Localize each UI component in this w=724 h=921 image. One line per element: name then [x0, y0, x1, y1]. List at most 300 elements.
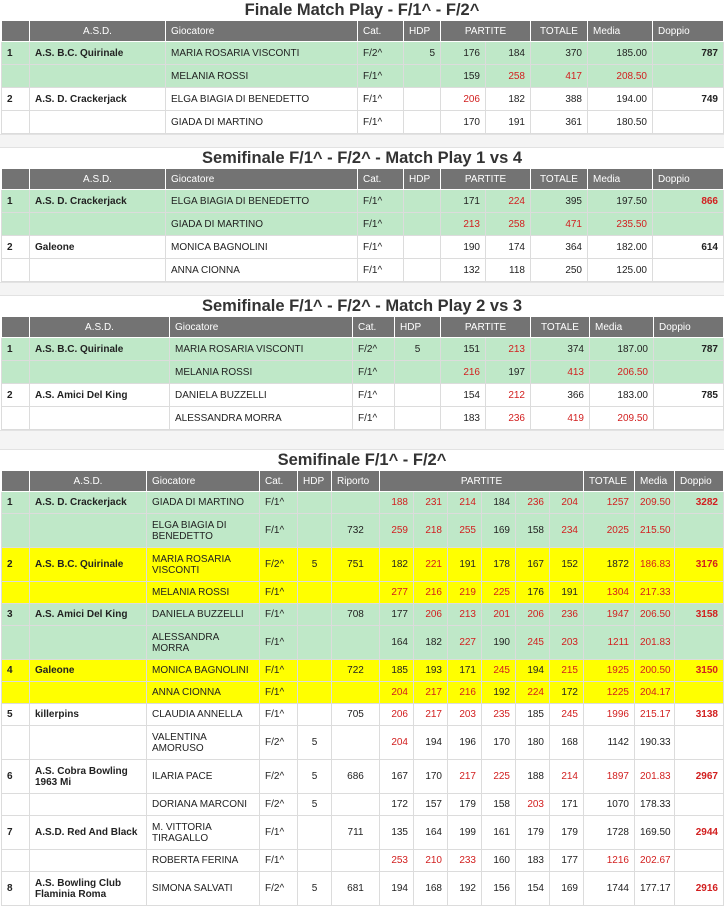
- game-cell: 215: [550, 660, 584, 682]
- total-cell: 1211: [584, 626, 635, 660]
- game-cell: 216: [448, 682, 482, 704]
- player-cell: ALESSANDRA MORRA: [147, 626, 260, 660]
- riporto-cell: 705: [332, 704, 380, 726]
- table-row: [2, 872, 724, 906]
- riporto-cell: [332, 850, 380, 872]
- table-row: [2, 42, 724, 65]
- team-cell: [30, 65, 166, 88]
- cat-cell: F/1^: [260, 704, 298, 726]
- player-cell: MELANIA ROSSI: [166, 65, 358, 88]
- game-cell: 182: [486, 88, 531, 111]
- pos-cell: [2, 407, 30, 430]
- media-cell: 201.83: [635, 760, 675, 794]
- game-cell: 151: [441, 338, 486, 361]
- col-partite: PARTITE: [441, 21, 531, 42]
- table-row: [2, 514, 724, 548]
- total-cell: 471: [531, 213, 588, 236]
- pos-cell: 5: [2, 704, 30, 726]
- game-cell: 164: [414, 816, 448, 850]
- media-cell: 177.17: [635, 872, 675, 906]
- game-cell: 169: [550, 872, 584, 906]
- hdp-cell: [298, 704, 332, 726]
- player-cell: ROBERTA FERINA: [147, 850, 260, 872]
- game-cell: 191: [486, 111, 531, 134]
- game-cell: 172: [550, 682, 584, 704]
- player-cell: GIADA DI MARTINO: [166, 111, 358, 134]
- table-row: [2, 407, 724, 430]
- team-cell: killerpins: [30, 704, 147, 726]
- doppio-cell: [675, 582, 724, 604]
- section-title: Semifinale F/1^ - F/2^ - Match Play 1 vs 4: [201, 149, 523, 167]
- pos-cell: [2, 626, 30, 660]
- media-cell: 183.00: [590, 384, 654, 407]
- pos-cell: [2, 361, 30, 384]
- doppio-cell: 785: [654, 384, 724, 407]
- game-cell: 213: [486, 338, 531, 361]
- pos-cell: [2, 682, 30, 704]
- table-row: [2, 236, 724, 259]
- doppio-cell: 749: [653, 88, 724, 111]
- col-doppio: Doppio: [675, 471, 724, 492]
- riporto-cell: [332, 582, 380, 604]
- player-cell: DANIELA BUZZELLI: [147, 604, 260, 626]
- riporto-cell: [332, 794, 380, 816]
- game-cell: 132: [441, 259, 486, 282]
- game-cell: 234: [550, 514, 584, 548]
- game-cell: 194: [380, 872, 414, 906]
- pos-cell: 1: [2, 190, 30, 213]
- game-cell: 170: [441, 111, 486, 134]
- media-cell: 206.50: [590, 361, 654, 384]
- pos-cell: [2, 726, 30, 760]
- table-row: [2, 682, 724, 704]
- game-cell: 182: [380, 548, 414, 582]
- table-row: [2, 65, 724, 88]
- col-hdp: HDP: [404, 21, 441, 42]
- team-cell: [30, 259, 166, 282]
- media-cell: 208.50: [588, 65, 653, 88]
- doppio-cell: 866: [653, 190, 724, 213]
- col-totale: TOTALE: [531, 169, 588, 190]
- game-cell: 236: [550, 604, 584, 626]
- team-cell: [30, 407, 170, 430]
- game-cell: 212: [486, 384, 531, 407]
- team-cell: [30, 626, 147, 660]
- table-row: [2, 111, 724, 134]
- player-cell: GIADA DI MARTINO: [166, 213, 358, 236]
- riporto-cell: 686: [332, 760, 380, 794]
- total-cell: 1142: [584, 726, 635, 760]
- total-cell: 413: [531, 361, 590, 384]
- total-cell: 1947: [584, 604, 635, 626]
- player-cell: MARIA ROSARIA VISCONTI: [147, 548, 260, 582]
- media-cell: 169.50: [635, 816, 675, 850]
- table-row: [2, 704, 724, 726]
- game-cell: 160: [482, 850, 516, 872]
- total-cell: 374: [531, 338, 590, 361]
- doppio-cell: 787: [653, 42, 724, 65]
- player-cell: MARIA ROSARIA VISCONTI: [166, 42, 358, 65]
- section-semifinale-2vs3: [0, 296, 724, 430]
- results-table: [1, 470, 724, 906]
- col-pos: [2, 21, 30, 42]
- team-cell: [30, 111, 166, 134]
- pos-cell: [2, 850, 30, 872]
- team-cell: [30, 794, 147, 816]
- game-cell: 154: [516, 872, 550, 906]
- game-cell: 203: [516, 794, 550, 816]
- game-cell: 236: [486, 407, 531, 430]
- riporto-cell: 751: [332, 548, 380, 582]
- game-cell: 185: [516, 704, 550, 726]
- game-cell: 253: [380, 850, 414, 872]
- game-cell: 258: [486, 65, 531, 88]
- team-cell: A.S. B.C. Quirinale: [30, 548, 147, 582]
- table-row: [2, 213, 724, 236]
- cat-cell: F/1^: [260, 816, 298, 850]
- game-cell: 171: [550, 794, 584, 816]
- hdp-cell: [404, 190, 441, 213]
- game-cell: 157: [414, 794, 448, 816]
- media-cell: 178.33: [635, 794, 675, 816]
- hdp-cell: [404, 65, 441, 88]
- pos-cell: [2, 111, 30, 134]
- col-riporto: Riporto: [332, 471, 380, 492]
- game-cell: 217: [414, 704, 448, 726]
- player-cell: MARIA ROSARIA VISCONTI: [170, 338, 353, 361]
- team-cell: [30, 682, 147, 704]
- cat-cell: F/1^: [260, 626, 298, 660]
- game-cell: 225: [482, 760, 516, 794]
- team-cell: A.S. Amici Del King: [30, 384, 170, 407]
- table-row: [2, 582, 724, 604]
- game-cell: 190: [441, 236, 486, 259]
- game-cell: 177: [380, 604, 414, 626]
- game-cell: 171: [441, 190, 486, 213]
- game-cell: 214: [448, 492, 482, 514]
- doppio-cell: [675, 726, 724, 760]
- hdp-cell: 5: [404, 42, 441, 65]
- hdp-cell: [298, 660, 332, 682]
- cat-cell: F/1^: [353, 361, 395, 384]
- game-cell: 233: [448, 850, 482, 872]
- doppio-cell: [653, 111, 724, 134]
- col-giocatore: Giocatore: [147, 471, 260, 492]
- game-cell: 197: [486, 361, 531, 384]
- pos-cell: [2, 582, 30, 604]
- cat-cell: F/1^: [358, 236, 404, 259]
- riporto-cell: [332, 726, 380, 760]
- cat-cell: F/2^: [260, 794, 298, 816]
- table-row: [2, 850, 724, 872]
- game-cell: 180: [516, 726, 550, 760]
- col-asd: A.S.D.: [30, 21, 166, 42]
- total-cell: 1304: [584, 582, 635, 604]
- game-cell: 178: [482, 548, 516, 582]
- team-cell: [30, 361, 170, 384]
- game-cell: 135: [380, 816, 414, 850]
- player-cell: ILARIA PACE: [147, 760, 260, 794]
- team-cell: [30, 514, 147, 548]
- total-cell: 361: [531, 111, 588, 134]
- col-partite: PARTITE: [441, 169, 531, 190]
- riporto-cell: 722: [332, 660, 380, 682]
- game-cell: 191: [550, 582, 584, 604]
- team-cell: Galeone: [30, 236, 166, 259]
- col-cat: Cat.: [358, 21, 404, 42]
- game-cell: 194: [414, 726, 448, 760]
- doppio-cell: [675, 626, 724, 660]
- game-cell: 159: [441, 65, 486, 88]
- pos-cell: 2: [2, 88, 30, 111]
- col-giocatore: Giocatore: [166, 169, 358, 190]
- total-cell: 1216: [584, 850, 635, 872]
- game-cell: 179: [550, 816, 584, 850]
- doppio-cell: [675, 682, 724, 704]
- game-cell: 177: [550, 850, 584, 872]
- game-cell: 161: [482, 816, 516, 850]
- game-cell: 231: [414, 492, 448, 514]
- table-row: [2, 726, 724, 760]
- table-row: [2, 816, 724, 850]
- cat-cell: F/1^: [358, 259, 404, 282]
- media-cell: 217.33: [635, 582, 675, 604]
- doppio-cell: [654, 407, 724, 430]
- section-finale: [0, 0, 724, 134]
- player-cell: MONICA BAGNOLINI: [166, 236, 358, 259]
- cat-cell: F/1^: [358, 213, 404, 236]
- player-cell: ANNA CIONNA: [147, 682, 260, 704]
- player-cell: SIMONA SALVATI: [147, 872, 260, 906]
- pos-cell: 8: [2, 872, 30, 906]
- game-cell: 218: [414, 514, 448, 548]
- cat-cell: F/1^: [260, 582, 298, 604]
- riporto-cell: 708: [332, 604, 380, 626]
- table-row: [2, 660, 724, 682]
- table-row: [2, 626, 724, 660]
- header-row: [2, 317, 724, 338]
- col-pos: [2, 317, 30, 338]
- total-cell: 395: [531, 190, 588, 213]
- game-cell: 217: [448, 760, 482, 794]
- doppio-cell: [654, 361, 724, 384]
- cat-cell: F/1^: [358, 88, 404, 111]
- total-cell: 1070: [584, 794, 635, 816]
- cat-cell: F/1^: [353, 407, 395, 430]
- section-divider: [0, 430, 724, 450]
- hdp-cell: [298, 604, 332, 626]
- hdp-cell: [298, 514, 332, 548]
- game-cell: 176: [516, 582, 550, 604]
- game-cell: 152: [550, 548, 584, 582]
- doppio-cell: 3176: [675, 548, 724, 582]
- total-cell: 1744: [584, 872, 635, 906]
- game-cell: 259: [380, 514, 414, 548]
- pos-cell: [2, 794, 30, 816]
- team-cell: A.S. D. Crackerjack: [30, 190, 166, 213]
- total-cell: 1728: [584, 816, 635, 850]
- player-cell: ALESSANDRA MORRA: [170, 407, 353, 430]
- table-row: [2, 794, 724, 816]
- media-cell: 206.50: [635, 604, 675, 626]
- game-cell: 158: [516, 514, 550, 548]
- game-cell: 179: [448, 794, 482, 816]
- pos-cell: 2: [2, 548, 30, 582]
- player-cell: ELGA BIAGIA DI BENEDETTO: [147, 514, 260, 548]
- game-cell: 168: [414, 872, 448, 906]
- col-hdp: HDP: [404, 169, 441, 190]
- media-cell: 180.50: [588, 111, 653, 134]
- media-cell: 235.50: [588, 213, 653, 236]
- doppio-cell: 3150: [675, 660, 724, 682]
- hdp-cell: [404, 213, 441, 236]
- game-cell: 225: [482, 582, 516, 604]
- game-cell: 158: [482, 794, 516, 816]
- hdp-cell: [404, 111, 441, 134]
- section-title: Finale Match Play - F/1^ - F/2^: [244, 1, 480, 19]
- col-pos: [2, 471, 30, 492]
- game-cell: 221: [414, 548, 448, 582]
- total-cell: 370: [531, 42, 588, 65]
- table-row: [2, 548, 724, 582]
- media-cell: 209.50: [590, 407, 654, 430]
- pos-cell: [2, 65, 30, 88]
- media-cell: 200.50: [635, 660, 675, 682]
- table-row: [2, 384, 724, 407]
- player-cell: ELGA BIAGIA DI BENEDETTO: [166, 88, 358, 111]
- doppio-cell: [653, 65, 724, 88]
- col-hdp: HDP: [298, 471, 332, 492]
- header-row: [2, 169, 724, 190]
- doppio-cell: 787: [654, 338, 724, 361]
- header-row: [2, 21, 724, 42]
- media-cell: 182.00: [588, 236, 653, 259]
- doppio-cell: [675, 850, 724, 872]
- game-cell: 192: [448, 872, 482, 906]
- col-cat: Cat.: [260, 471, 298, 492]
- cat-cell: F/2^: [260, 726, 298, 760]
- doppio-cell: 3138: [675, 704, 724, 726]
- game-cell: 219: [448, 582, 482, 604]
- team-cell: A.S. D. Crackerjack: [30, 88, 166, 111]
- media-cell: 125.00: [588, 259, 653, 282]
- total-cell: 1996: [584, 704, 635, 726]
- cat-cell: F/1^: [353, 384, 395, 407]
- game-cell: 191: [448, 548, 482, 582]
- total-cell: 1257: [584, 492, 635, 514]
- game-cell: 193: [414, 660, 448, 682]
- cat-cell: F/1^: [260, 682, 298, 704]
- hdp-cell: 5: [298, 760, 332, 794]
- col-giocatore: Giocatore: [166, 21, 358, 42]
- total-cell: 1872: [584, 548, 635, 582]
- cat-cell: F/1^: [260, 514, 298, 548]
- game-cell: 156: [482, 872, 516, 906]
- media-cell: 190.33: [635, 726, 675, 760]
- game-cell: 171: [448, 660, 482, 682]
- game-cell: 183: [516, 850, 550, 872]
- game-cell: 227: [448, 626, 482, 660]
- game-cell: 213: [448, 604, 482, 626]
- doppio-cell: 2967: [675, 760, 724, 794]
- game-cell: 176: [441, 42, 486, 65]
- hdp-cell: 5: [298, 872, 332, 906]
- pos-cell: [2, 213, 30, 236]
- team-cell: A.S. B.C. Quirinale: [30, 338, 170, 361]
- game-cell: 245: [516, 626, 550, 660]
- riporto-cell: 681: [332, 872, 380, 906]
- pos-cell: 1: [2, 42, 30, 65]
- total-cell: 388: [531, 88, 588, 111]
- game-cell: 224: [516, 682, 550, 704]
- header-row: [2, 471, 724, 492]
- player-cell: MONICA BAGNOLINI: [147, 660, 260, 682]
- hdp-cell: 5: [395, 338, 441, 361]
- doppio-cell: [653, 259, 724, 282]
- table-row: [2, 361, 724, 384]
- pos-cell: 2: [2, 384, 30, 407]
- pos-cell: 3: [2, 604, 30, 626]
- hdp-cell: [404, 88, 441, 111]
- team-cell: A.S. Amici Del King: [30, 604, 147, 626]
- cat-cell: F/2^: [260, 760, 298, 794]
- game-cell: 183: [441, 407, 486, 430]
- game-cell: 170: [482, 726, 516, 760]
- section-semifinale: [0, 450, 724, 906]
- hdp-cell: [298, 492, 332, 514]
- pos-cell: 4: [2, 660, 30, 682]
- media-cell: 204.17: [635, 682, 675, 704]
- col-partite: PARTITE: [380, 471, 584, 492]
- cat-cell: F/1^: [358, 190, 404, 213]
- table-row: [2, 88, 724, 111]
- media-cell: 215.17: [635, 704, 675, 726]
- hdp-cell: 5: [298, 794, 332, 816]
- col-media: Media: [635, 471, 675, 492]
- total-cell: 1897: [584, 760, 635, 794]
- game-cell: 203: [448, 704, 482, 726]
- player-cell: ELGA BIAGIA DI BENEDETTO: [166, 190, 358, 213]
- player-cell: CLAUDIA ANNELLA: [147, 704, 260, 726]
- team-cell: [30, 582, 147, 604]
- riporto-cell: [332, 626, 380, 660]
- game-cell: 217: [414, 682, 448, 704]
- team-cell: A.S.D. Red And Black: [30, 816, 147, 850]
- total-cell: 1925: [584, 660, 635, 682]
- col-asd: A.S.D.: [30, 317, 170, 338]
- doppio-cell: 3282: [675, 492, 724, 514]
- pos-cell: 1: [2, 338, 30, 361]
- game-cell: 206: [441, 88, 486, 111]
- col-totale: TOTALE: [531, 21, 588, 42]
- team-cell: A.S. D. Crackerjack: [30, 492, 147, 514]
- pos-cell: [2, 259, 30, 282]
- table-row: [2, 338, 724, 361]
- cat-cell: F/1^: [260, 850, 298, 872]
- game-cell: 204: [380, 682, 414, 704]
- game-cell: 164: [380, 626, 414, 660]
- total-cell: 1225: [584, 682, 635, 704]
- team-cell: [30, 213, 166, 236]
- game-cell: 206: [414, 604, 448, 626]
- total-cell: 366: [531, 384, 590, 407]
- game-cell: 213: [441, 213, 486, 236]
- game-cell: 216: [441, 361, 486, 384]
- game-cell: 174: [486, 236, 531, 259]
- team-cell: Galeone: [30, 660, 147, 682]
- doppio-cell: 3158: [675, 604, 724, 626]
- total-cell: 419: [531, 407, 590, 430]
